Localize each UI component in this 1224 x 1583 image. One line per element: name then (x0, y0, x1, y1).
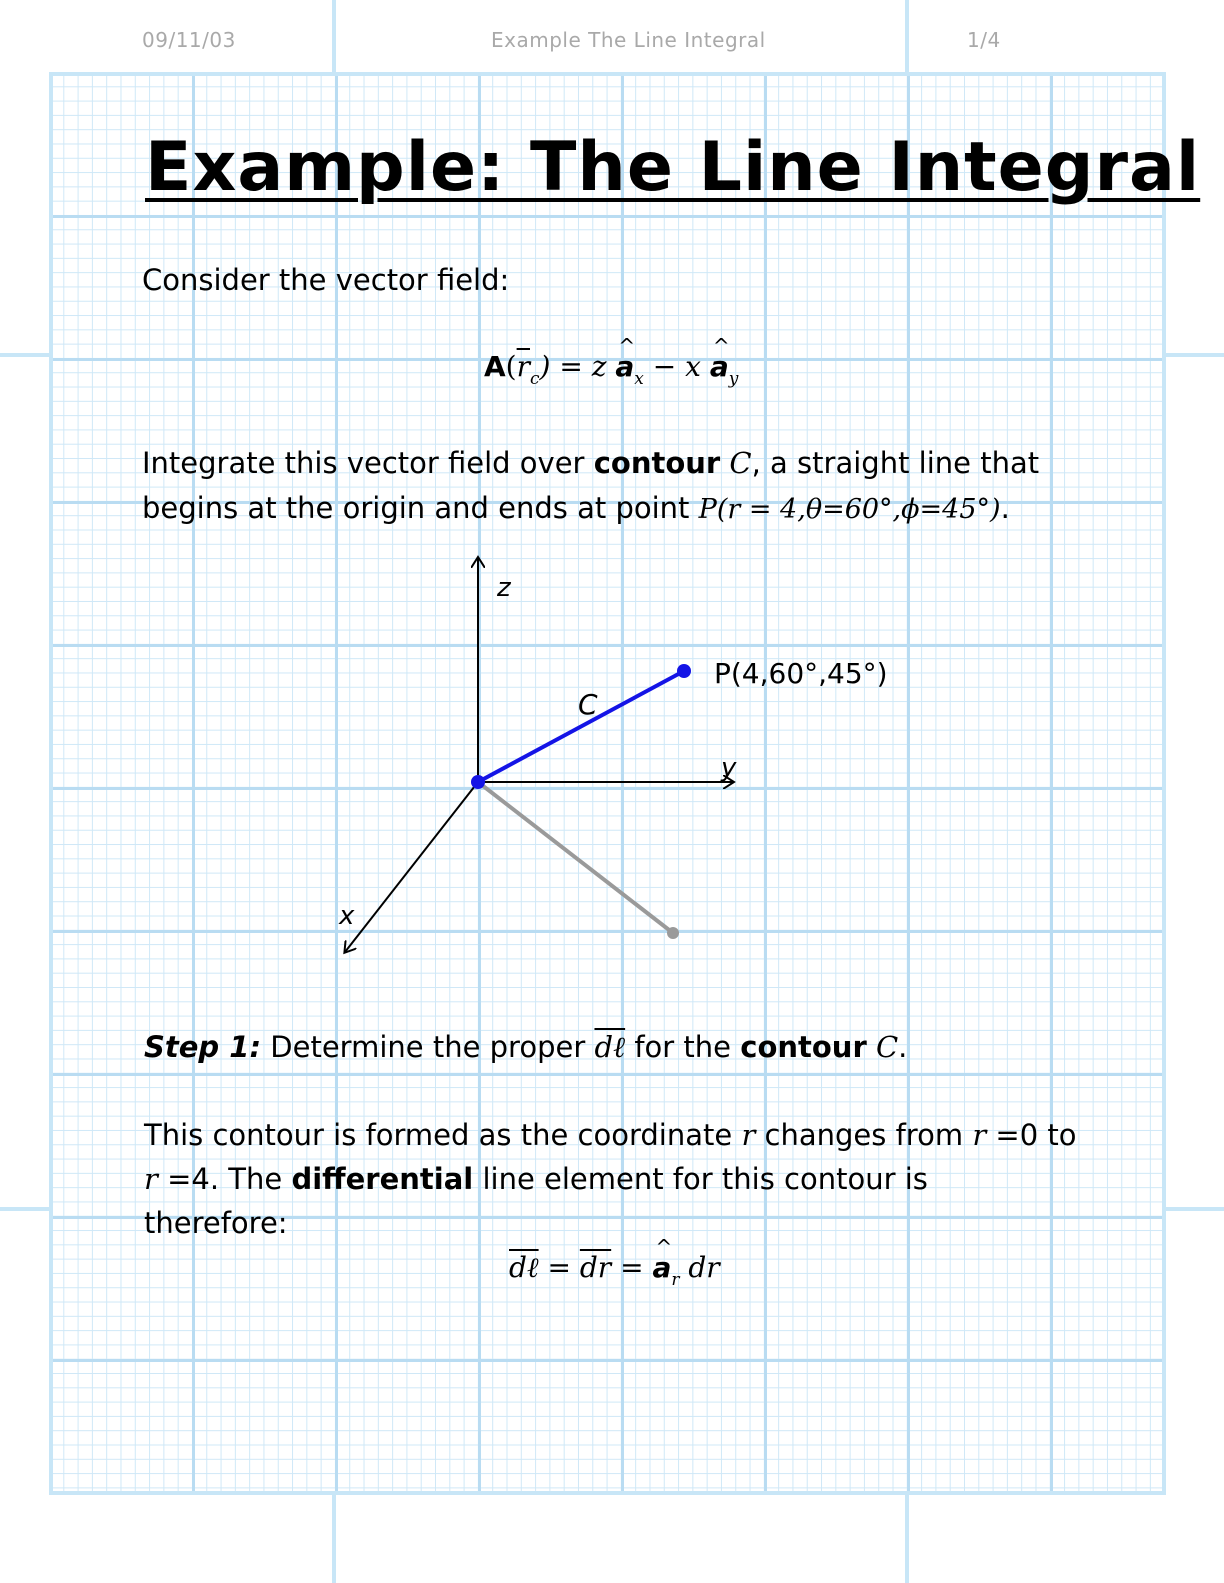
x-axis-label: x (339, 901, 355, 931)
dr-symbol: $\overline{dr}$ (579, 1251, 612, 1284)
step1-line (144, 1025, 907, 1069)
text-run: changes from (755, 1118, 973, 1152)
text-run: . (898, 1030, 908, 1064)
projection-point (667, 927, 679, 939)
step-label: Step 1: (144, 1030, 262, 1064)
text-run: =4. The (157, 1162, 292, 1196)
page-title: Example: The Line Integral (145, 128, 1201, 207)
intro-text: Consider the vector field: (142, 263, 510, 297)
equation-minus: − x (643, 350, 710, 383)
point-coordinates: P(r = 4,θ=60°,ϕ=45°) (698, 494, 1001, 525)
text-run: . (1000, 491, 1010, 525)
dl-symbol: dℓ (509, 1251, 539, 1284)
subscript: r (671, 1270, 680, 1290)
math-var: C (866, 1030, 899, 1064)
z-axis-label: z (497, 573, 511, 603)
paragraph2-line3: therefore: (144, 1206, 288, 1240)
position-vector: $\overline{r}$ (516, 350, 530, 383)
math-var: r (144, 1162, 158, 1196)
equation-mid: ) = z (539, 350, 616, 383)
vector-field-equation: $A(\overline{r}_c) = z$ ^ $a_x - x$ ^ $a_y$ (484, 350, 738, 389)
unit-vector-ax: ^ a (615, 350, 634, 383)
bold-term: differential (291, 1162, 474, 1196)
unit-vector-ar: ^ a (652, 1251, 671, 1284)
text-run: for the (625, 1030, 741, 1064)
differential-equation (509, 1251, 720, 1290)
bold-term: contour (593, 446, 721, 480)
y-axis-label: y (721, 753, 737, 783)
header-date: 09/11/03 (142, 28, 236, 52)
equals: = (611, 1251, 653, 1284)
subscript: x (634, 369, 644, 389)
text-run: This contour is formed as the coordinate (144, 1118, 742, 1152)
math-var: C (720, 446, 752, 480)
header-title: Example The Line Integral (491, 28, 766, 52)
paragraph2-line2 (144, 1157, 928, 1201)
equals: = (538, 1251, 580, 1284)
x-axis (345, 782, 478, 952)
math-var: r (741, 1118, 756, 1152)
vector-a: A (484, 350, 506, 383)
text-run: begins at the origin and ends at point (142, 491, 699, 525)
text-run: line element for this contour is (473, 1162, 928, 1196)
text-run: Integrate this vector field over (142, 446, 594, 480)
projection-line (478, 782, 673, 933)
contour-label: C (578, 688, 598, 721)
origin-point (471, 775, 485, 789)
text-run: , a straight line that (751, 446, 1040, 480)
point-label: P(4,60°,45°) (714, 657, 888, 690)
dl-symbol: dℓ (594, 1030, 626, 1064)
paragraph2-line1 (144, 1113, 1077, 1157)
end-point (677, 664, 691, 678)
subscript: c (530, 369, 540, 389)
text-run: Determine the proper (261, 1030, 595, 1064)
math-var: r (972, 1118, 987, 1152)
text-run: =0 to (986, 1118, 1077, 1152)
header-page: 1/4 (967, 28, 1001, 52)
subscript: y (728, 369, 739, 389)
dr-tail: dr (679, 1251, 720, 1284)
unit-vector-ay: ^ a (710, 350, 729, 383)
bold-term: contour (740, 1030, 867, 1064)
